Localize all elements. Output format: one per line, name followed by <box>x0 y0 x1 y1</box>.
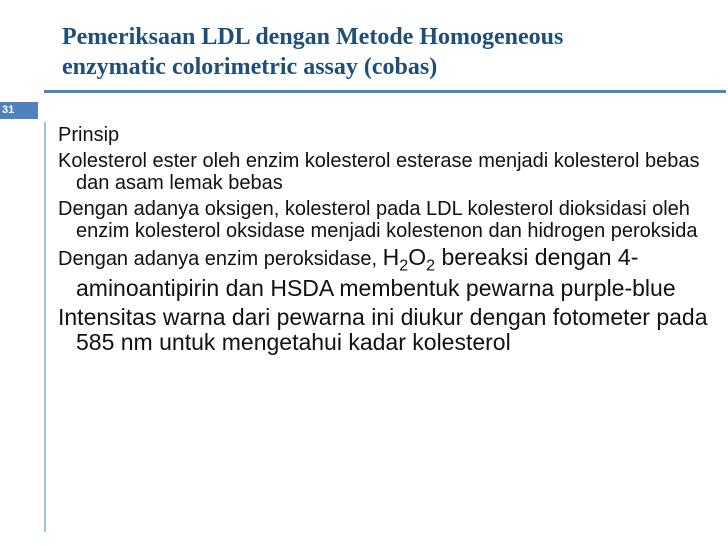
bullet-oxidation: Dengan adanya oksigen, kolesterol pada LDL kolesterol dioksidasi oleh enzim kolesterol oksidase menjadi kolestenon dan hidrogen peroksida <box>58 198 698 242</box>
slide-title <box>62 22 702 82</box>
peroxidase-rest: bereaksi dengan 4-aminoantipirin dan HSDA membentuk pewarna purple-blue <box>76 244 676 301</box>
bullet-ester-hydrolysis: Kolesterol ester oleh enzim kolesterol esterase menjadi kolesterol bebas dan asam lemak bebas <box>58 150 700 194</box>
peroxidase-prefix: Dengan adanya enzim peroksidase, <box>58 248 378 270</box>
formula-sub-1: 2 <box>399 256 409 275</box>
formula-h: H <box>382 244 400 270</box>
bullet-measurement: Intensitas warna dari pewarna ini diukur dengan fotometer pada 585 nm untuk mengetahui kadar kolesterol <box>58 303 708 355</box>
left-rule <box>44 122 46 532</box>
title-line-1: Pemeriksaan LDL dengan Metode Homogeneous <box>62 24 564 50</box>
bullet-peroxidase-reaction <box>58 246 708 301</box>
slide-number-badge: 31 <box>0 102 38 119</box>
formula-o: O <box>408 244 427 270</box>
title-line-2: enzymatic colorimetric assay (cobas) <box>62 54 438 80</box>
title-divider <box>44 90 726 93</box>
formula-sub-2: 2 <box>426 256 436 275</box>
bullet-principle: Prinsip <box>58 124 120 146</box>
bullet-list <box>58 124 708 359</box>
